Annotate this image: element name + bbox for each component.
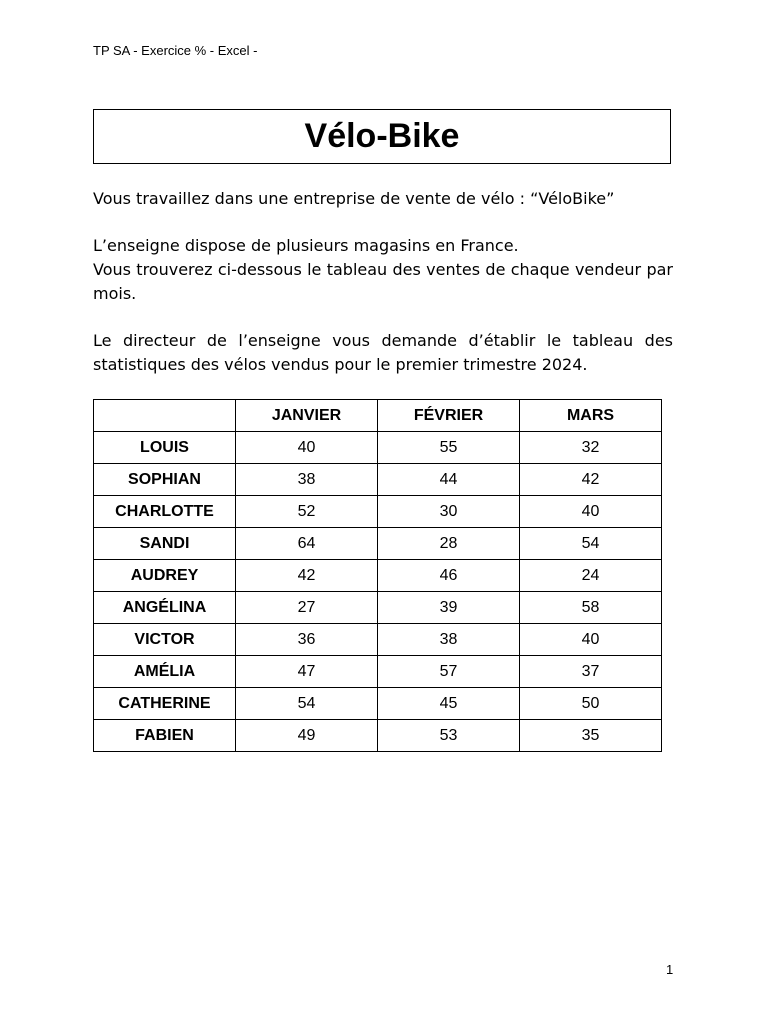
sales-value: 40 <box>236 432 378 464</box>
store-paragraph <box>93 234 673 306</box>
seller-name: AMÉLIA <box>94 656 236 688</box>
sales-value: 50 <box>520 688 662 720</box>
page-header: TP SA - Exercice % - Excel - <box>93 43 258 58</box>
sales-table <box>93 399 662 752</box>
sales-value: 27 <box>236 592 378 624</box>
sales-value: 24 <box>520 560 662 592</box>
director-paragraph <box>93 329 673 377</box>
sales-value: 42 <box>520 464 662 496</box>
seller-name: FABIEN <box>94 720 236 752</box>
sales-value: 46 <box>378 560 520 592</box>
table-row <box>94 720 662 752</box>
sales-value: 30 <box>378 496 520 528</box>
table-row <box>94 432 662 464</box>
sales-value: 35 <box>520 720 662 752</box>
sales-value: 54 <box>236 688 378 720</box>
sales-value: 52 <box>236 496 378 528</box>
seller-name: CHARLOTTE <box>94 496 236 528</box>
document-title: Vélo-Bike <box>304 117 460 155</box>
table-header-row <box>94 400 662 432</box>
paragraph-2: L’enseigne dispose de plusieurs magasins en France. <box>93 236 519 255</box>
seller-name: AUDREY <box>94 560 236 592</box>
seller-name: SANDI <box>94 528 236 560</box>
sales-value: 38 <box>236 464 378 496</box>
paragraph-3: Vous trouverez ci-dessous le tableau des ventes de chaque vendeur par mois. <box>93 260 673 303</box>
seller-name: VICTOR <box>94 624 236 656</box>
intro-paragraph <box>93 187 673 211</box>
table-row <box>94 656 662 688</box>
table-row <box>94 528 662 560</box>
sales-value: 40 <box>520 624 662 656</box>
seller-name: ANGÉLINA <box>94 592 236 624</box>
sales-value: 53 <box>378 720 520 752</box>
table-row <box>94 688 662 720</box>
column-header-fevrier: FÉVRIER <box>378 400 520 432</box>
seller-name: CATHERINE <box>94 688 236 720</box>
sales-value: 32 <box>520 432 662 464</box>
table-row <box>94 624 662 656</box>
sales-value: 54 <box>520 528 662 560</box>
sales-value: 57 <box>378 656 520 688</box>
sales-value: 58 <box>520 592 662 624</box>
sales-value: 42 <box>236 560 378 592</box>
table-row <box>94 464 662 496</box>
sales-value: 49 <box>236 720 378 752</box>
sales-value: 47 <box>236 656 378 688</box>
sales-value: 39 <box>378 592 520 624</box>
table-row <box>94 496 662 528</box>
column-header-janvier: JANVIER <box>236 400 378 432</box>
seller-name: SOPHIAN <box>94 464 236 496</box>
table-row <box>94 592 662 624</box>
paragraph-4: Le directeur de l’enseigne vous demande d’établir le tableau des statistiques des vélos vendus pour le premier trimestre 2024. <box>93 331 673 374</box>
column-header-mars: MARS <box>520 400 662 432</box>
seller-name: LOUIS <box>94 432 236 464</box>
sales-value: 38 <box>378 624 520 656</box>
sales-value: 55 <box>378 432 520 464</box>
sales-value: 45 <box>378 688 520 720</box>
title-box <box>93 109 671 164</box>
table-row <box>94 560 662 592</box>
sales-value: 64 <box>236 528 378 560</box>
sales-value: 28 <box>378 528 520 560</box>
sales-value: 36 <box>236 624 378 656</box>
paragraph-1: Vous travaillez dans une entreprise de vente de vélo : “VéloBike” <box>93 189 615 208</box>
column-header-empty <box>94 400 236 432</box>
sales-value: 37 <box>520 656 662 688</box>
page-number: 1 <box>666 962 674 977</box>
sales-value: 44 <box>378 464 520 496</box>
sales-value: 40 <box>520 496 662 528</box>
